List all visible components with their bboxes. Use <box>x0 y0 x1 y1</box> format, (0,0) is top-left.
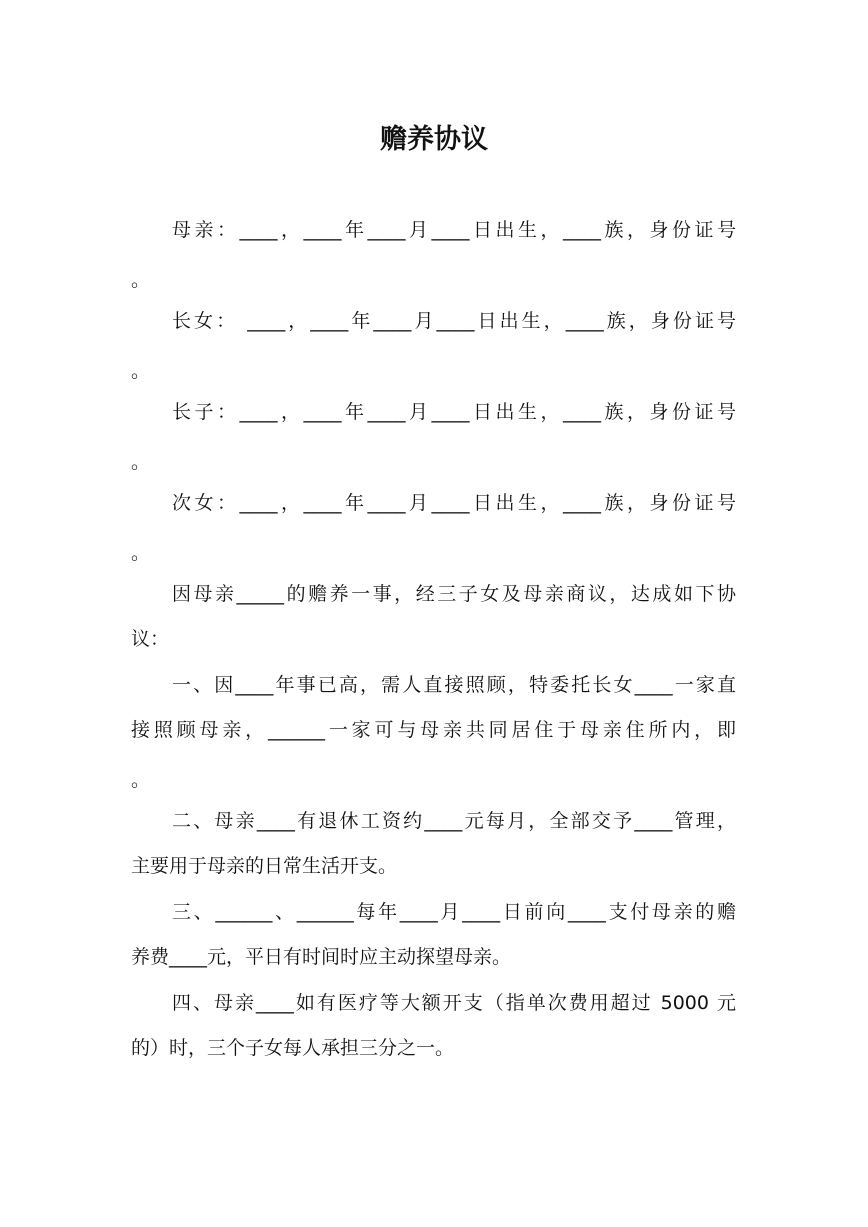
clause-3-line-2: 养费____元，平日有时间时应主动探望母亲。 <box>131 946 512 968</box>
eldest-son-line: 长子：____，____年____月____日出生，____族，身份证号 <box>172 401 736 423</box>
clause-4-line-1: 四、母亲____如有医疗等大额开支（指单次费用超过 5000 元 <box>172 992 736 1014</box>
second-daughter-line-end: 。 <box>131 542 151 564</box>
clause-1-line-1: 一、因____年事已高，需人直接照顾，特委托长女____一家直 <box>172 674 736 696</box>
eldest-son-line-end: 。 <box>131 451 151 473</box>
clause-1-line-2: 接照顾母亲，______一家可与母亲共同居住于母亲住所内，即 <box>131 719 736 741</box>
mother-line: 母亲：____，____年____月____日出生，____族，身份证号 <box>172 219 736 241</box>
clause-1-line-3: 。 <box>131 769 151 791</box>
intro-paragraph-line-2: 议： <box>131 628 170 650</box>
mother-line-end: 。 <box>131 269 151 291</box>
eldest-daughter-line: 长女： ____，____年____月____日出生，____族，身份证号 <box>172 310 736 332</box>
clause-2-line-1: 二、母亲____有退休工资约____元每月，全部交予____管理， <box>172 810 736 832</box>
second-daughter-line: 次女：____，____年____月____日出生，____族，身份证号 <box>172 492 736 514</box>
document-title: 赡养协议 <box>380 124 488 155</box>
intro-paragraph-line-1: 因母亲_____的赡养一事，经三子女及母亲商议，达成如下协 <box>172 583 736 605</box>
clause-2-line-2: 主要用于母亲的日常生活开支。 <box>131 855 398 877</box>
clause-4-line-2: 的）时，三个子女每人承担三分之一。 <box>131 1037 455 1059</box>
clause-3-line-1: 三、______、______每年____月____日前向____支付母亲的赡 <box>172 901 736 923</box>
eldest-daughter-line-end: 。 <box>131 360 151 382</box>
